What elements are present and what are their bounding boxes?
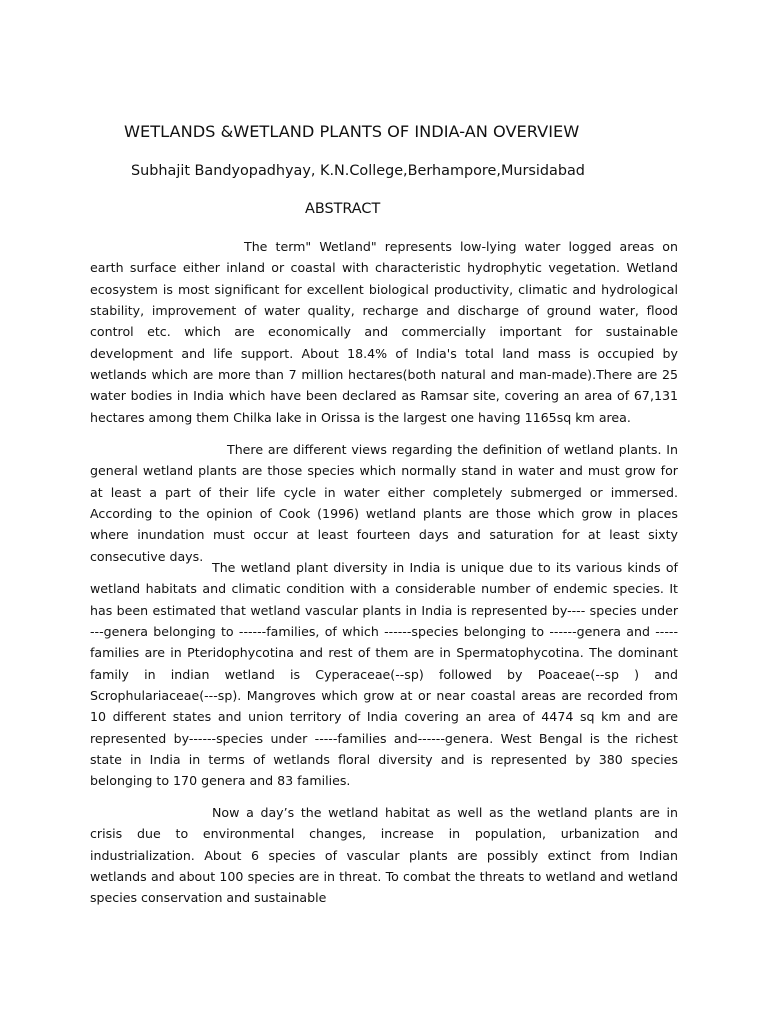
abstract-paragraph-1: The term" Wetland" represents low-lying water logged areas on earth surface either inland or coastal with characteristic hydrophytic vegetation. Wetland ecosystem is most significant for excellent biological productivity, climatic and hydrological stability, improvement of water quality, recharge and discharge of ground water, flood control etc. which are economically and commercially important for sustainable development and life support. About 18.4% of India's total land mass is occupied by wetlands which are more than 7 million hectares(both natural and man-made).There are 25 water bodies in India which have been declared as Ramsar site, covering an area of 67,131 hectares among them Chilka lake in Orissa is the largest one having 1165sq km area. [90,239,678,425]
document-title: WETLANDS &WETLAND PLANTS OF INDIA-AN OVERVIEW [124,122,580,141]
abstract-paragraph-2: There are different views regarding the definition of wetland plants. In general wetland plants are those species which normally stand in water and must grow for at least a part of their life cycle in water either completely submerged or immersed. According to the opinion of Cook (1996) wetland plants are those which grow in places where inundation must occur at least fourteen days and saturation for at least sixty consecutive days. [90,442,678,564]
abstract-paragraph-4: Now a day’s the wetland habitat as well as the wetland plants are in crisis due to environmental changes, increase in population, urbanization and industrialization. About 6 species of vascular plants are possibly extinct from Indian wetlands and about 100 species are in threat. To combat the threats to wetland and wetland species conservation and sustainable [90,805,678,906]
author-line: Subhajit Bandyopadhyay, K.N.College,Berhampore,Mursidabad [131,163,585,179]
abstract-heading: ABSTRACT [305,201,381,217]
abstract-paragraph-3: The wetland plant diversity in India is unique due to its various kinds of wetland habitats and climatic condition with a considerable number of endemic species. It has been estimated that wetland vascular plants in India is represented by---- species under ---genera belonging to ------families, of which ------species belonging to ------genera and -----families are in Pteridophycotina and rest of them are in Spermatophycotina. The dominant family in indian wetland is Cyperaceae(--sp) followed by Poaceae(--sp ) and Scrophulariaceae(---sp). Mangroves which grow at or near coastal areas are recorded from 10 different states and union territory of India covering an area of 4474 sq km and are represented by------species under -----families and------genera. West Bengal is the richest state in India in terms of wetlands floral diversity and is represented by 380 species belonging to 170 genera and 83 families. [90,560,678,789]
